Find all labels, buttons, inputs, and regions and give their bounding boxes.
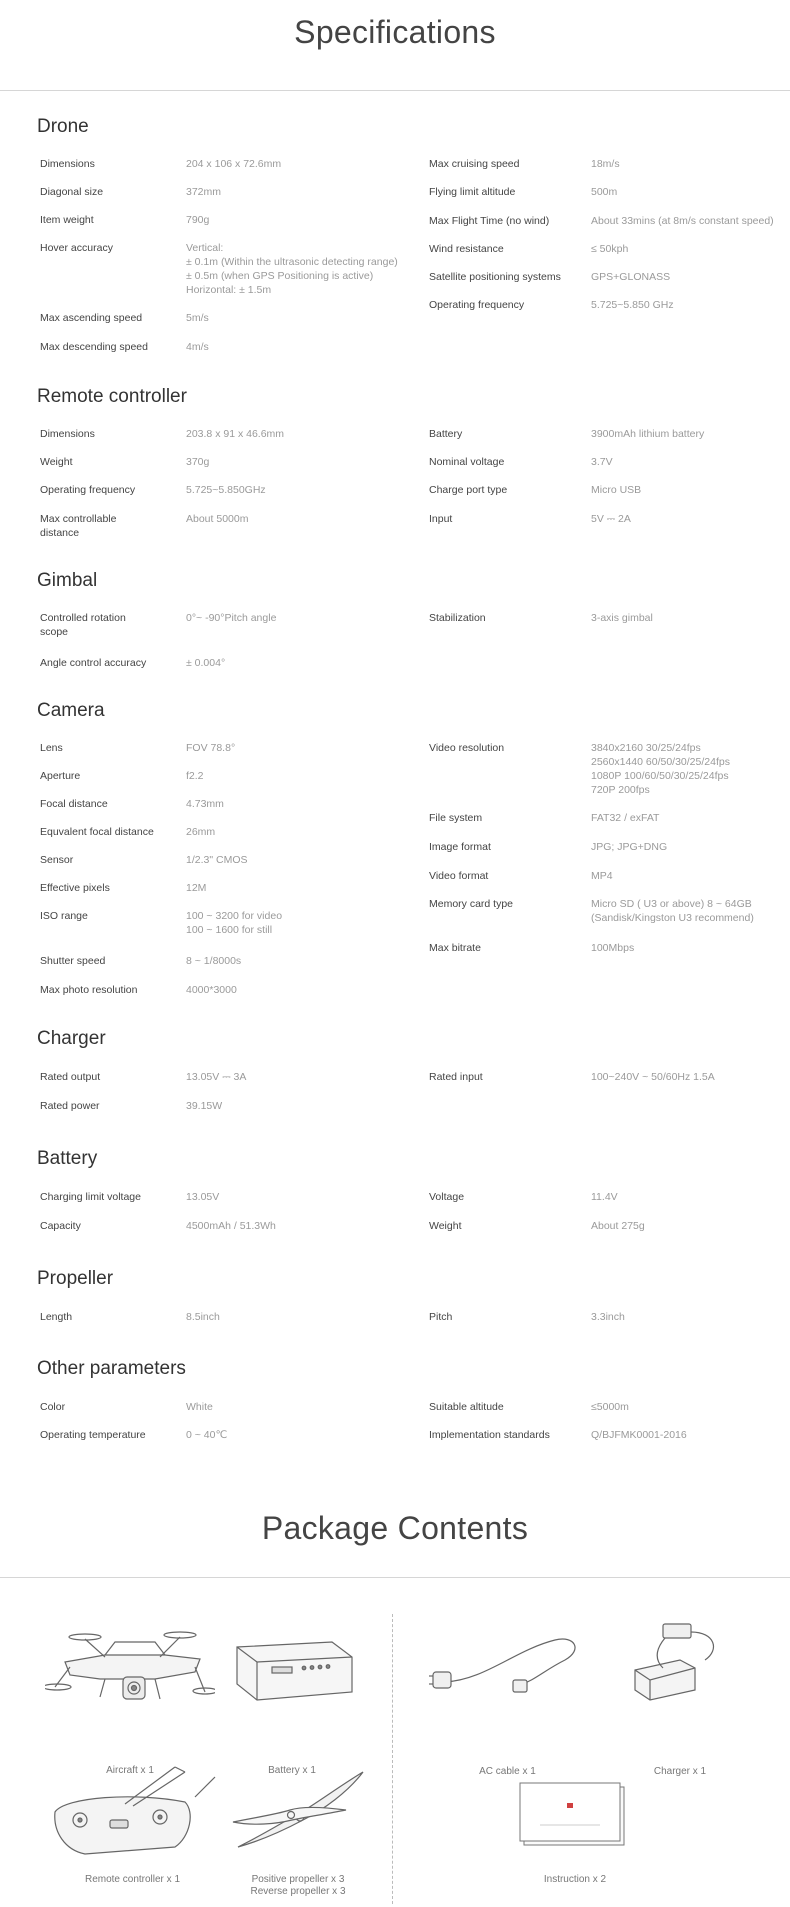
package-contents-divider <box>0 1577 790 1578</box>
spec-label: Sensor <box>40 854 74 866</box>
spec-value: FAT32 / exFAT <box>591 812 660 824</box>
spec-value: 18m/s <box>591 158 620 170</box>
spec-value: 100 ~ 3200 for video 100 ~ 1600 for still <box>186 910 283 936</box>
aircraft-icon <box>45 1617 215 1712</box>
spec-label: Suitable altitude <box>429 1401 504 1413</box>
spec-label: Diagonal size <box>40 186 104 198</box>
spec-value: 0°~ -90°Pitch angle <box>186 612 277 624</box>
spec-label: Battery <box>429 428 463 440</box>
spec-value: Micro USB <box>591 484 642 496</box>
package-item-aircraft <box>45 1617 215 1776</box>
spec-label: Angle control accuracy <box>40 657 147 669</box>
spec-label: File system <box>429 812 483 824</box>
package-caption-propellers: Positive propeller x 3 Reverse propeller x 3 <box>250 1874 346 1897</box>
remote-controller-icon <box>45 1762 220 1862</box>
section-heading-gimbal: Gimbal <box>37 570 98 591</box>
spec-value: 12M <box>186 882 207 894</box>
spec-value: 5.725~5.850 GHz <box>591 299 674 311</box>
package-item-ac-cable <box>425 1620 590 1777</box>
spec-label: Max descending speed <box>40 341 148 353</box>
package-contents <box>0 1582 790 1907</box>
package-caption-remote-controller: Remote controller x 1 <box>84 1874 181 1885</box>
spec-label: Flying limit altitude <box>429 186 516 198</box>
spec-label: Operating frequency <box>40 484 136 496</box>
spec-value: FOV 78.8° <box>186 742 236 754</box>
spec-value: 1/2.3" CMOS <box>186 854 248 866</box>
spec-value: 372mm <box>186 186 222 198</box>
spec-label: Stabilization <box>429 612 486 624</box>
spec-value: 204 x 106 x 72.6mm <box>186 158 282 170</box>
spec-value: 4500mAh / 51.3Wh <box>186 1220 276 1232</box>
spec-label: Capacity <box>40 1220 81 1232</box>
spec-label: Length <box>40 1311 73 1323</box>
spec-label: Memory card type <box>429 898 514 910</box>
spec-value: 26mm <box>186 826 216 838</box>
spec-value: 100~240V ~ 50/60Hz 1.5A <box>591 1071 715 1083</box>
spec-value: About 5000m <box>186 513 249 525</box>
spec-value: 8.5inch <box>186 1311 220 1323</box>
spec-value: 100Mbps <box>591 942 635 954</box>
spec-value: 4000*3000 <box>186 984 237 996</box>
battery-icon <box>222 1622 362 1712</box>
spec-label: Max controllable distance <box>40 513 117 539</box>
spec-label: Dimensions <box>40 428 95 440</box>
spec-value: 0 ~ 40℃ <box>186 1429 228 1441</box>
spec-label: Video resolution <box>429 742 505 754</box>
specifications-divider <box>0 90 790 91</box>
spec-label: Operating frequency <box>429 299 525 311</box>
charger-icon <box>625 1620 735 1710</box>
spec-label: Focal distance <box>40 798 108 810</box>
spec-label: Aperture <box>40 770 81 782</box>
spec-label: Charge port type <box>429 484 508 496</box>
propeller-icon <box>228 1762 368 1862</box>
section-heading-propeller: Propeller <box>37 1268 114 1289</box>
spec-label: Max cruising speed <box>429 158 520 170</box>
package-item-remote-controller <box>45 1762 220 1892</box>
spec-label: Equvalent focal distance <box>40 826 154 838</box>
package-caption-ac-cable: AC cable x 1 <box>479 1766 536 1777</box>
spec-label: Max photo resolution <box>40 984 138 996</box>
spec-label: Weight <box>429 1220 462 1232</box>
spec-value: 5V ⎓ 2A <box>591 513 631 525</box>
spec-value: About 275g <box>591 1220 645 1232</box>
package-caption-instruction: Instruction x 2 <box>543 1874 607 1885</box>
section-heading-camera: Camera <box>37 700 105 721</box>
spec-value: 790g <box>186 214 210 226</box>
spec-value: 3900mAh lithium battery <box>591 428 705 440</box>
spec-label: Operating temperature <box>40 1429 146 1441</box>
spec-label: Max bitrate <box>429 942 481 954</box>
spec-value: 370g <box>186 456 210 468</box>
spec-value: 4m/s <box>186 341 209 353</box>
spec-label: Max Flight Time (no wind) <box>429 215 550 227</box>
spec-label: Hover accuracy <box>40 242 113 254</box>
ac-cable-icon <box>425 1620 590 1710</box>
package-caption-battery: Battery x 1 <box>268 1765 316 1776</box>
section-heading-remote: Remote controller <box>37 386 187 407</box>
specifications-title: Specifications <box>294 14 496 50</box>
spec-value: White <box>186 1401 213 1413</box>
spec-value: 203.8 x 91 x 46.6mm <box>186 428 285 440</box>
spec-label: Lens <box>40 742 63 754</box>
section-heading-other: Other parameters <box>37 1358 186 1379</box>
spec-value: 39.15W <box>186 1100 223 1112</box>
spec-label: Implementation standards <box>429 1429 550 1441</box>
spec-label: Rated output <box>40 1071 101 1083</box>
spec-value: ≤5000m <box>591 1401 629 1413</box>
package-caption-charger: Charger x 1 <box>653 1766 707 1777</box>
spec-label: Image format <box>429 841 491 853</box>
spec-label: Weight <box>40 456 73 468</box>
spec-label: Wind resistance <box>429 243 504 255</box>
spec-value: 8 ~ 1/8000s <box>186 955 242 967</box>
spec-label: Pitch <box>429 1311 453 1323</box>
spec-label: Voltage <box>429 1191 465 1203</box>
package-item-battery <box>222 1622 362 1776</box>
spec-value: 500m <box>591 186 618 198</box>
spec-value: 11.4V <box>591 1191 618 1203</box>
spec-value: 3840x2160 30/25/24fps 2560x1440 60/50/30/25/24fps 1080P 100/60/50/30/25/24fps 720P 200fps <box>591 742 730 796</box>
spec-label: Color <box>40 1401 66 1413</box>
spec-value: 13.05V ⎓ 3A <box>186 1071 247 1083</box>
spec-value: 3.3inch <box>591 1311 625 1323</box>
spec-label: Satellite positioning systems <box>429 271 561 283</box>
spec-label: Rated input <box>429 1071 483 1083</box>
spec-value: 3.7V <box>591 456 613 468</box>
spec-value: 4.73mm <box>186 798 224 810</box>
spec-label: Rated power <box>40 1100 100 1112</box>
spec-value: 5.725~5.850GHz <box>186 484 266 496</box>
section-heading-drone: Drone <box>37 116 89 137</box>
spec-label: Controlled rotation scope <box>40 612 126 638</box>
section-heading-battery: Battery <box>37 1148 98 1169</box>
package-divider <box>392 1614 393 1904</box>
package-caption-aircraft: Aircraft x 1 <box>106 1765 154 1776</box>
spec-label: Input <box>429 513 453 525</box>
spec-value: Vertical: ± 0.1m (Within the ultrasonic detecting range) ± 0.5m (when GPS Positioning is active) Horizontal: ± 1.5m <box>186 242 398 296</box>
spec-value: Q/BJFMK0001-2016 <box>591 1429 687 1441</box>
package-item-instruction <box>510 1777 640 1897</box>
package-item-charger <box>625 1620 735 1777</box>
spec-label: Shutter speed <box>40 955 106 967</box>
spec-value: ≤ 50kph <box>591 243 629 255</box>
spec-label: Item weight <box>40 214 94 226</box>
spec-label: Video format <box>429 870 489 882</box>
spec-value: Micro SD ( U3 or above) 8 ~ 64GB (Sandisk/Kingston U3 recommend) <box>591 898 754 924</box>
spec-label: Dimensions <box>40 158 95 170</box>
spec-value: f2.2 <box>186 770 204 782</box>
spec-value: 13.05V <box>186 1191 220 1203</box>
spec-value: About 33mins (at 8m/s constant speed) <box>591 215 774 227</box>
instruction-icon <box>510 1777 640 1852</box>
spec-value: GPS+GLONASS <box>591 271 671 283</box>
spec-label: Nominal voltage <box>429 456 505 468</box>
section-heading-charger: Charger <box>37 1028 106 1049</box>
spec-label: ISO range <box>40 910 88 922</box>
package-contents-title: Package Contents <box>261 1510 529 1546</box>
spec-value: 5m/s <box>186 312 209 324</box>
spec-label: Charging limit voltage <box>40 1191 141 1203</box>
spec-value: 3-axis gimbal <box>591 612 653 624</box>
spec-label: Effective pixels <box>40 882 110 894</box>
package-item-propellers <box>228 1762 368 1897</box>
spec-label: Max ascending speed <box>40 312 143 324</box>
spec-value: MP4 <box>591 870 613 882</box>
spec-value: ± 0.004° <box>186 657 226 669</box>
spec-value: JPG; JPG+DNG <box>591 841 668 853</box>
